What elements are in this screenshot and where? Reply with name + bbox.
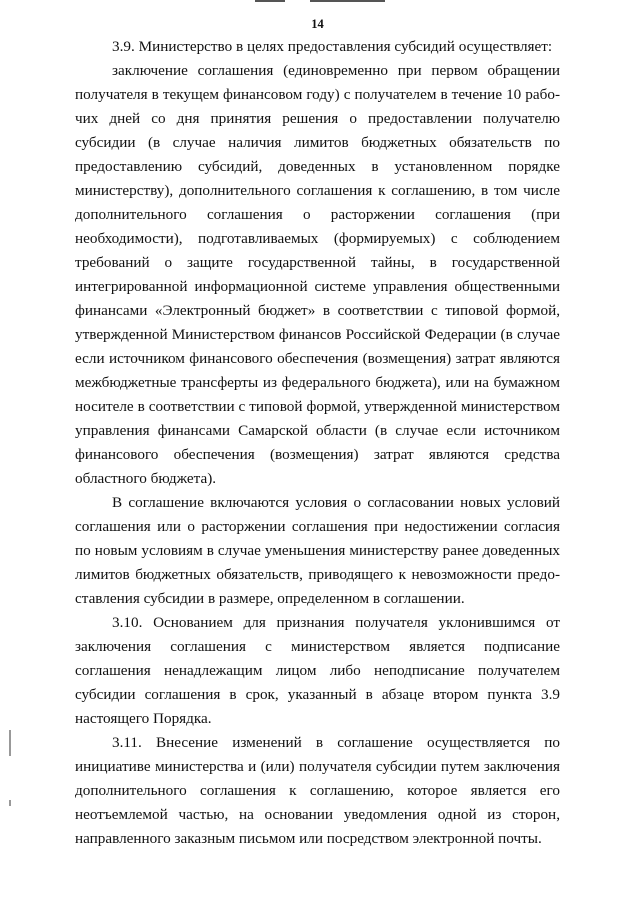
page-number: 14: [311, 17, 324, 31]
paragraph-3-10: 3.10. Основанием для признания получателя уклонившимся от заключения соглашения с министерством является подписание соглашения ненадлежащим лицом либо неподписание получателем субсидии соглашения в срок, указанный в абзаце втором пункта 3.9 настоящего Порядка.: [75, 614, 560, 727]
paragraph-3-11: 3.11. Внесение изменений в соглашение осуществляется по инициативе министерства и (или) получателя субсидии путем заключения дополнительного соглашения к соглашению, которое является его неотъемлемой частью, на основании уведомления одной из сторон, направленного заказным письмом или посредством электронной почты.: [75, 734, 560, 847]
paragraph-agreement-conditions: В соглашение включаются условия о согласовании новых условий соглашения или о расторжении соглашения при недостижении согласия по новым условиям в случае уменьшения министерству ранее доведенных лимитов бюджетных обязательств, приводящего к невозможности предоставления субсидии в размере, определенном в соглашении.: [75, 494, 560, 607]
paragraph-3-9-heading: 3.9. Министерство в целях предоставления субсидий осуществляет:: [112, 38, 553, 55]
scan-margin-mark: [9, 730, 11, 756]
scan-margin-mark: [9, 800, 11, 806]
document-body: [75, 35, 560, 851]
paragraph-agreement-conclusion: заключение соглашения (единовременно при первом обращении получателя в текущем финансовом году) с получателем в течение 10 рабочих дней со дня принятия решения о предоставлении получателю субсидии (в случае наличия лимитов бюджетных обязательств по предоставлению субсидий, доведенных в установленном порядке министерству), дополнительного соглашения к соглашению, в том числе дополнительного соглашения о расторжении соглашения (при необходимости), подготавливаемых (формируемых) с соблюдением требований о защите государственной тайны, в государственной интегрированной информационной системе управления общественными финансами «Электронный бюджет» в соответствии с типовой формой, утвержденной Министерством финансов Российской Федерации (в случае если источником финансового обеспечения (возмещения) затрат являются межбюджетные трансферты из федерального бюджета), или на бумажном носителе в соответствии с типовой формой, утвержденной министерством управления финансами Самарской области (в случае если источником финансового обеспечения (возмещения) затрат являются средства областного бюджета).: [75, 62, 560, 487]
scan-artifact-top: [255, 0, 385, 3]
